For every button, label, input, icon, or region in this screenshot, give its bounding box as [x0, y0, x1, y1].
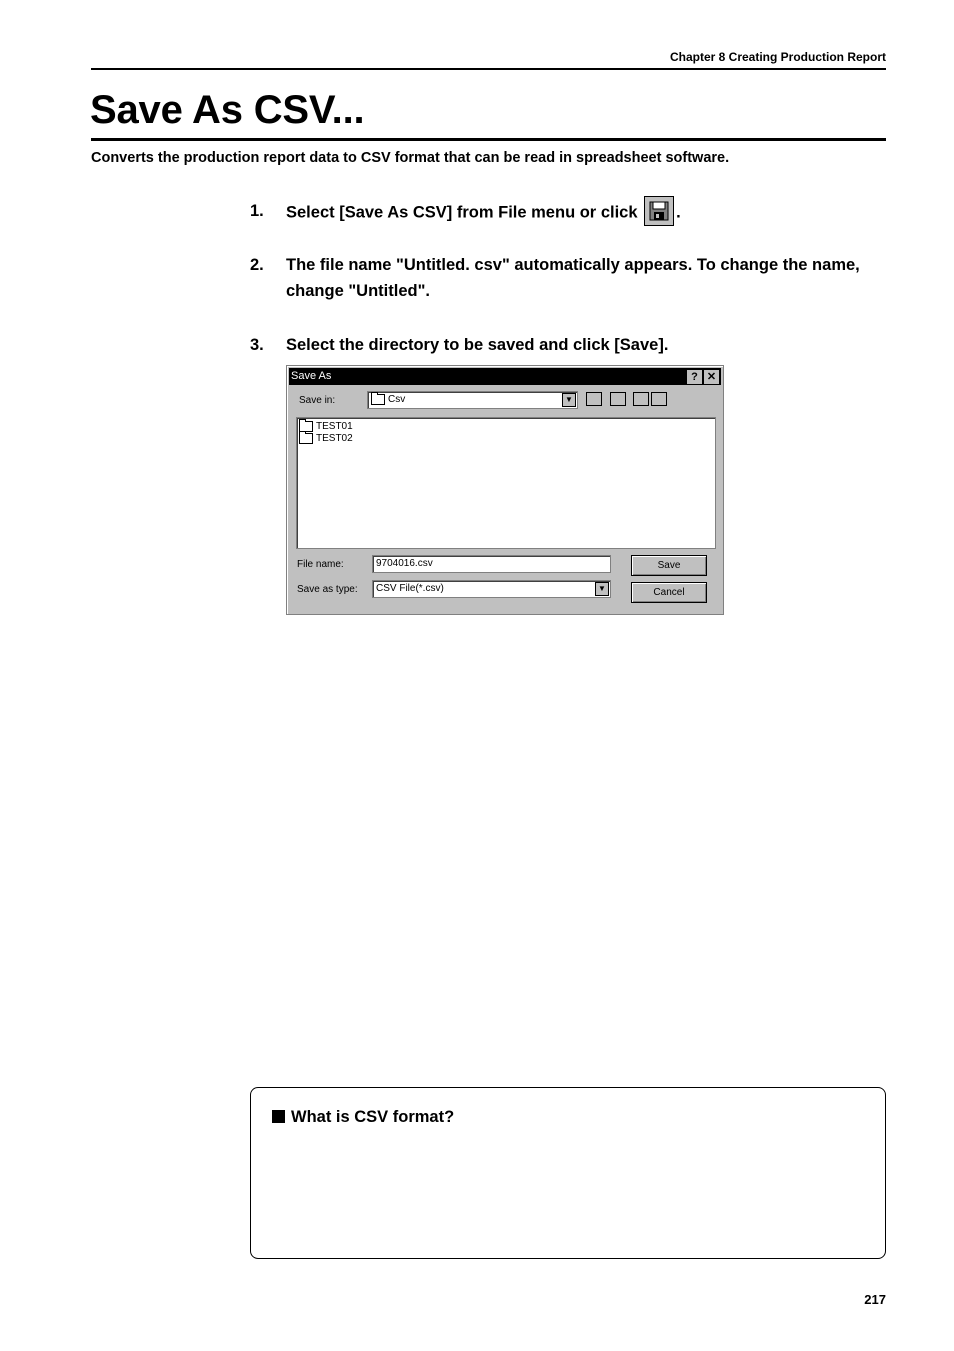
save-as-dialog	[286, 365, 724, 615]
up-one-level-icon[interactable]	[586, 392, 602, 406]
cancel-button[interactable]: Cancel	[631, 582, 707, 603]
save-in-select[interactable]	[367, 391, 578, 409]
header-rule	[91, 68, 886, 70]
dialog-title: Save As	[291, 370, 332, 382]
info-heading	[272, 1108, 454, 1127]
details-view-icon[interactable]	[651, 392, 667, 406]
dialog-titlebar[interactable]	[289, 368, 721, 385]
page-number: 217	[864, 1292, 886, 1307]
step-number: 3.	[250, 336, 264, 354]
step-text-after-icon: .	[676, 203, 681, 222]
file-list[interactable]	[296, 417, 716, 549]
step-number: 1.	[250, 202, 264, 220]
help-button[interactable]: ?	[686, 369, 703, 385]
step-number: 2.	[250, 256, 264, 274]
step-text	[286, 198, 890, 228]
folder-name: TEST01	[316, 421, 353, 433]
folder-icon	[299, 433, 313, 444]
save-type-label: Save as type:	[297, 584, 358, 595]
list-item[interactable]	[299, 433, 353, 445]
intro-text: Converts the production report data to CSV format that can be read in spreadsheet software.	[91, 150, 730, 166]
save-button[interactable]: Save	[631, 555, 707, 576]
floppy-disk-save-icon	[644, 196, 674, 226]
file-name-input[interactable]: 9704016.csv	[372, 555, 611, 573]
close-button[interactable]: ✕	[703, 369, 720, 385]
title-rule	[91, 138, 886, 141]
square-bullet-icon	[272, 1110, 285, 1123]
page-title: Save As CSV...	[90, 88, 365, 132]
folder-name: TEST02	[316, 433, 353, 445]
step-text: Select the directory to be saved and click [Save].	[286, 336, 669, 354]
save-type-value: CSV File(*.csv)	[376, 583, 444, 594]
chevron-down-icon[interactable]: ▼	[562, 393, 576, 407]
running-header: Chapter 8 Creating Production Report	[669, 50, 886, 64]
save-type-select[interactable]	[372, 580, 611, 598]
step-text-before-icon: Select [Save As CSV] from File menu or click	[286, 203, 638, 222]
save-in-label: Save in:	[299, 395, 336, 406]
list-view-icon[interactable]	[633, 392, 649, 406]
folder-icon	[371, 394, 385, 405]
new-folder-icon[interactable]	[610, 392, 626, 406]
step-text: The file name "Untitled. csv" automatically appears. To change the name, change "Untitled".	[286, 256, 860, 300]
info-box	[250, 1087, 886, 1259]
file-name-label: File name:	[297, 559, 344, 570]
info-heading-text: What is CSV format?	[291, 1108, 455, 1126]
chevron-down-icon[interactable]: ▼	[595, 582, 609, 596]
save-in-value: Csv	[388, 394, 406, 405]
list-item[interactable]	[299, 421, 353, 433]
